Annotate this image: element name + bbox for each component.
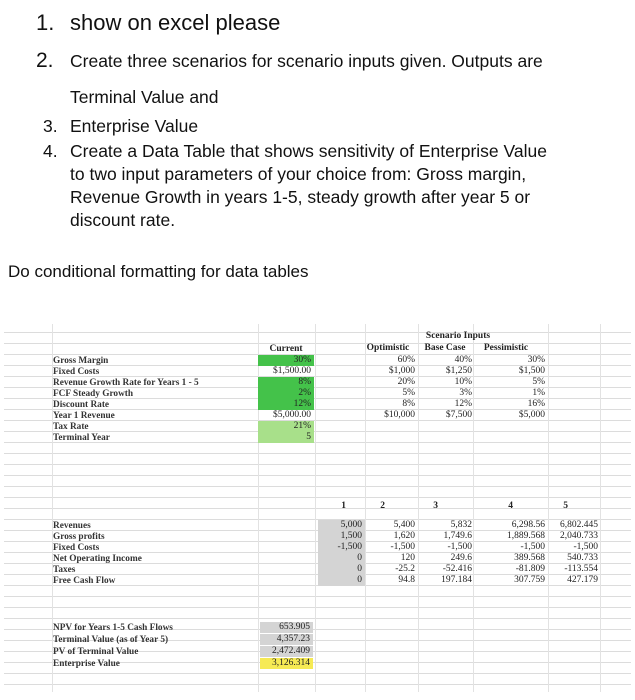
input-label-discount-rate: Discount Rate: [53, 400, 110, 410]
input-label-year1-revenue: Year 1 Revenue: [53, 411, 115, 421]
gross-profits-y3: 1,749.6: [443, 531, 472, 541]
year-header-3: 3: [433, 501, 438, 511]
pessimistic-discount-rate: 16%: [527, 399, 545, 409]
input-label-tax-rate: Tax Rate: [53, 422, 89, 432]
base-gross-margin: 40%: [454, 355, 472, 365]
fcf-y3: 197.184: [441, 575, 472, 585]
input-label-fcf-growth: FCF Steady Growth: [53, 389, 134, 399]
summary-label-pv-terminal: PV of Terminal Value: [53, 647, 139, 657]
proj-label-gross-profits: Gross profits: [53, 532, 105, 542]
current-year1-revenue[interactable]: $5,000.00: [273, 410, 311, 420]
optimistic-fixed-costs: $1,000: [388, 366, 415, 376]
gross-profits-y5: 2,040.733: [560, 531, 598, 541]
summary-terminal-value: 4,357.23: [260, 634, 313, 645]
summary-label-npv: NPV for Years 1-5 Cash Flows: [53, 623, 173, 633]
noi-y5: 540.733: [567, 553, 598, 563]
gross-profits-y2: 1,620: [393, 531, 415, 541]
gross-profits-y4: 1,889.568: [507, 531, 545, 541]
noi-y1: 0: [318, 553, 365, 564]
current-header: Current: [269, 344, 303, 354]
revenues-y1: 5,000: [318, 520, 365, 531]
current-fcf-growth[interactable]: 2%: [258, 388, 314, 399]
year-header-5: 5: [563, 501, 568, 511]
optimistic-year1-revenue: $10,000: [384, 410, 415, 420]
formatting-note: Do conditional formatting for data tables: [8, 262, 309, 281]
pessimistic-fcf-growth: 1%: [532, 388, 545, 398]
revenues-y5: 6,802.445: [560, 520, 598, 530]
proj-label-noi: Net Operating Income: [53, 554, 142, 564]
summary-npv: 653.905: [260, 622, 313, 633]
fcf-y4: 307.759: [514, 575, 545, 585]
pessimistic-fixed-costs: $1,500: [518, 366, 545, 376]
fixed-costs-y4: -1,500: [520, 542, 545, 552]
summary-enterprise-value: 3,126.314: [260, 658, 313, 669]
base-case-header: Base Case: [424, 343, 466, 353]
pessimistic-gross-margin: 30%: [527, 355, 545, 365]
input-label-revenue-growth: Revenue Growth Rate for Years 1 - 5: [53, 378, 199, 388]
revenues-y2: 5,400: [393, 520, 415, 530]
taxes-y4: -81.809: [515, 564, 545, 574]
spreadsheet: [0, 318, 635, 698]
fcf-y5: 427.179: [567, 575, 598, 585]
base-discount-rate: 12%: [454, 399, 472, 409]
base-year1-revenue: $7,500: [445, 410, 472, 420]
optimistic-revenue-growth: 20%: [397, 377, 415, 387]
fcf-y1: 0: [318, 575, 365, 586]
proj-label-taxes: Taxes: [53, 565, 76, 575]
noi-y2: 120: [400, 553, 415, 563]
fcf-y2: 94.8: [398, 575, 415, 585]
summary-label-enterprise-value: Enterprise Value: [53, 659, 120, 669]
proj-label-fixed-costs: Fixed Costs: [53, 543, 100, 553]
noi-y3: 249.6: [450, 553, 472, 563]
current-fixed-costs[interactable]: $1,500.00: [273, 366, 311, 376]
fixed-costs-y1: -1,500: [318, 542, 365, 553]
current-terminal-year[interactable]: 5: [258, 432, 314, 443]
revenues-y3: 5,832: [450, 520, 472, 530]
year-header-4: 4: [508, 501, 513, 511]
optimistic-header: Optimistic: [366, 343, 410, 353]
year-header-1: 1: [341, 501, 346, 511]
current-gross-margin[interactable]: 30%: [258, 355, 314, 366]
noi-y4: 389.568: [514, 553, 545, 563]
taxes-y1: 0: [318, 564, 365, 575]
input-label-fixed-costs: Fixed Costs: [53, 367, 100, 377]
optimistic-discount-rate: 8%: [402, 399, 415, 409]
taxes-y5: -113.554: [564, 564, 598, 574]
proj-label-revenues: Revenues: [53, 521, 91, 531]
input-label-gross-margin: Gross Margin: [53, 356, 109, 366]
optimistic-gross-margin: 60%: [397, 355, 415, 365]
revenues-y4: 6,298.56: [511, 520, 545, 530]
current-tax-rate[interactable]: 21%: [258, 421, 314, 432]
summary-label-terminal-value: Terminal Value (as of Year 5): [53, 635, 169, 645]
fixed-costs-y5: -1,500: [573, 542, 598, 552]
base-fixed-costs: $1,250: [445, 366, 472, 376]
current-revenue-growth[interactable]: 8%: [258, 377, 314, 388]
base-fcf-growth: 3%: [459, 388, 472, 398]
gross-profits-y1: 1,500: [318, 531, 365, 542]
taxes-y3: -52.416: [442, 564, 472, 574]
taxes-y2: -25.2: [395, 564, 415, 574]
optimistic-fcf-growth: 5%: [402, 388, 415, 398]
pessimistic-header: Pessimistic: [483, 343, 529, 353]
year-header-2: 2: [380, 501, 385, 511]
input-label-terminal-year: Terminal Year: [53, 433, 110, 443]
scenario-header: Scenario Inputs: [425, 331, 491, 341]
summary-pv-terminal: 2,472.409: [260, 646, 313, 657]
fixed-costs-y2: -1,500: [390, 542, 415, 552]
pessimistic-revenue-growth: 5%: [532, 377, 545, 387]
base-revenue-growth: 10%: [454, 377, 472, 387]
proj-label-fcf: Free Cash Flow: [53, 576, 116, 586]
fixed-costs-y3: -1,500: [447, 542, 472, 552]
pessimistic-year1-revenue: $5,000: [518, 410, 545, 420]
current-discount-rate[interactable]: 12%: [258, 399, 314, 410]
